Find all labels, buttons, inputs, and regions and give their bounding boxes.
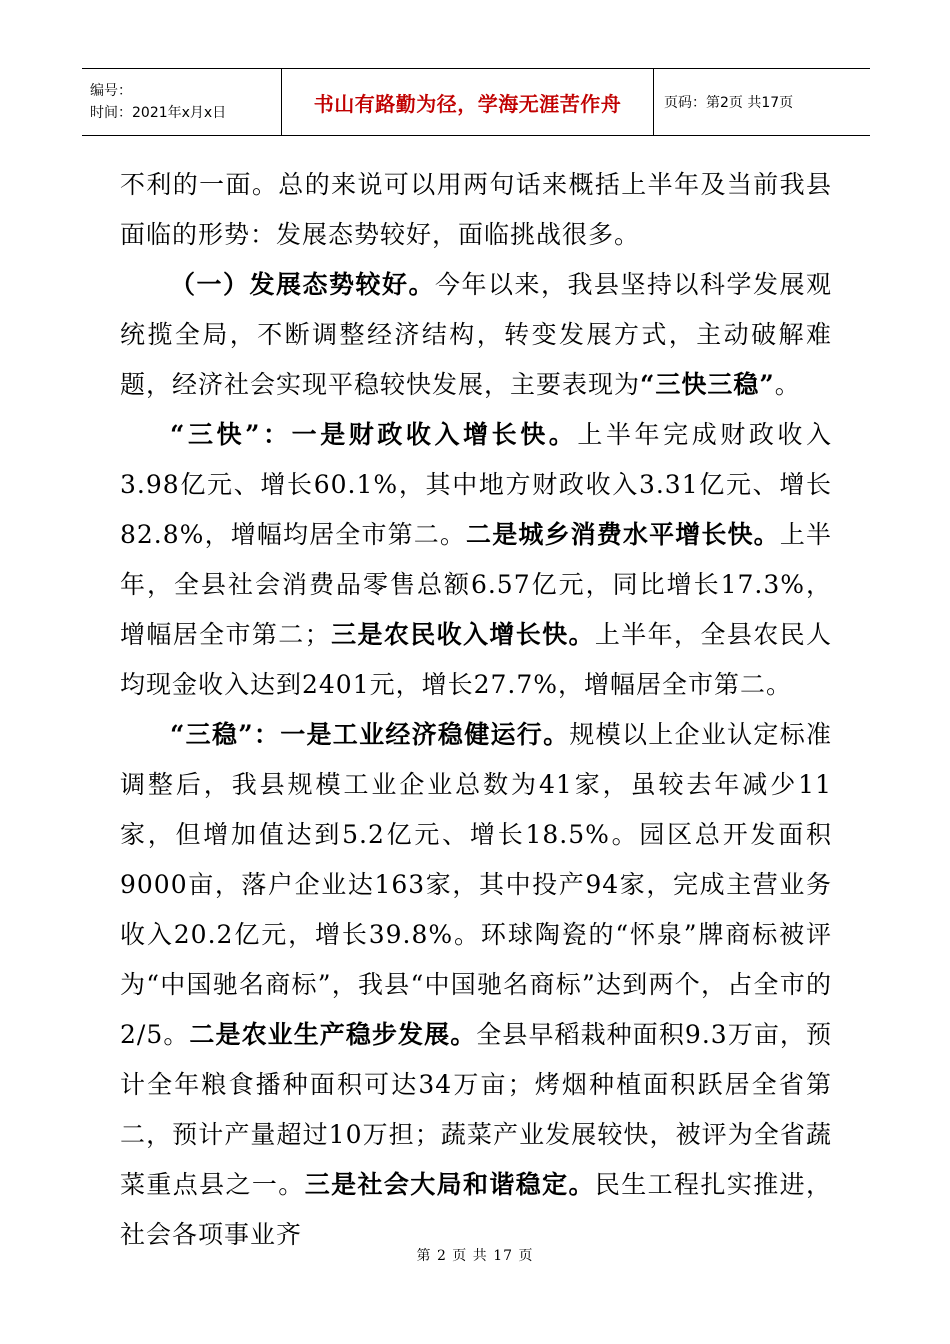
- paragraph-4: “三稳”：一是工业经济稳健运行。规模以上企业认定标准调整后，我县规模工业企业总数为41家，虽较去年减少11家，但增加值达到5.2亿元、增长18.5%。园区总开发面积9000亩，落户企业达163家，其中投产94家，完成主营业务收入20.2亿元，增长39.8%。环球陶瓷的“怀泉”牌商标被评为“中国驰名商标”，我县“中国驰名商标”达到两个，占全市的2/5。二是农业生产稳步发展。全县早稻栽种面积9.3万亩，预计全年粮食播种面积可达34万亩；烤烟种植面积跃居全省第二，预计产量超过10万担；蔬菜产业发展较快，被评为全省蔬菜重点县之一。三是社会大局和谐稳定。民生工程扎实推进，社会各项事业齐: [120, 720, 832, 1249]
- page-footer: 第 2 页 共 17 页: [416, 1248, 534, 1264]
- document-body: [120, 160, 832, 1260]
- paragraph-1: 不利的一面。总的来说可以用两句话来概括上半年及当前我县面临的形势：发展态势较好，面临挑战很多。: [120, 170, 832, 249]
- document-date: 时间：2021年x月x日: [90, 105, 227, 121]
- paragraph-3: “三快”：一是财政收入增长快。上半年完成财政收入3.98亿元、增长60.1%，其中地方财政收入3.31亿元、增长82.8%，增幅均居全市第二。二是城乡消费水平增长快。上半年，全县社会消费品零售总额6.57亿元，同比增长17.3%，增幅居全市第二；三是农民收入增长快。上半年，全县农民人均现金收入达到2401元，增长27.7%，增幅居全市第二。: [120, 420, 832, 699]
- document-number-label: 编号：: [90, 83, 132, 99]
- page-header: [82, 68, 870, 136]
- header-page-info: 页码：第2页 共17页: [664, 95, 794, 111]
- section-heading: （一）发展态势较好。: [170, 270, 435, 299]
- paragraph-2: （一）发展态势较好。今年以来，我县坚持以科学发展观统揽全局，不断调整经济结构，转变发展方式，主动破解难题，经济社会实现平稳较快发展，主要表现为“三快三稳”。: [120, 270, 832, 399]
- header-motto: 书山有路勤为径，学海无涯苦作舟: [282, 69, 654, 135]
- header-meta: [82, 69, 282, 135]
